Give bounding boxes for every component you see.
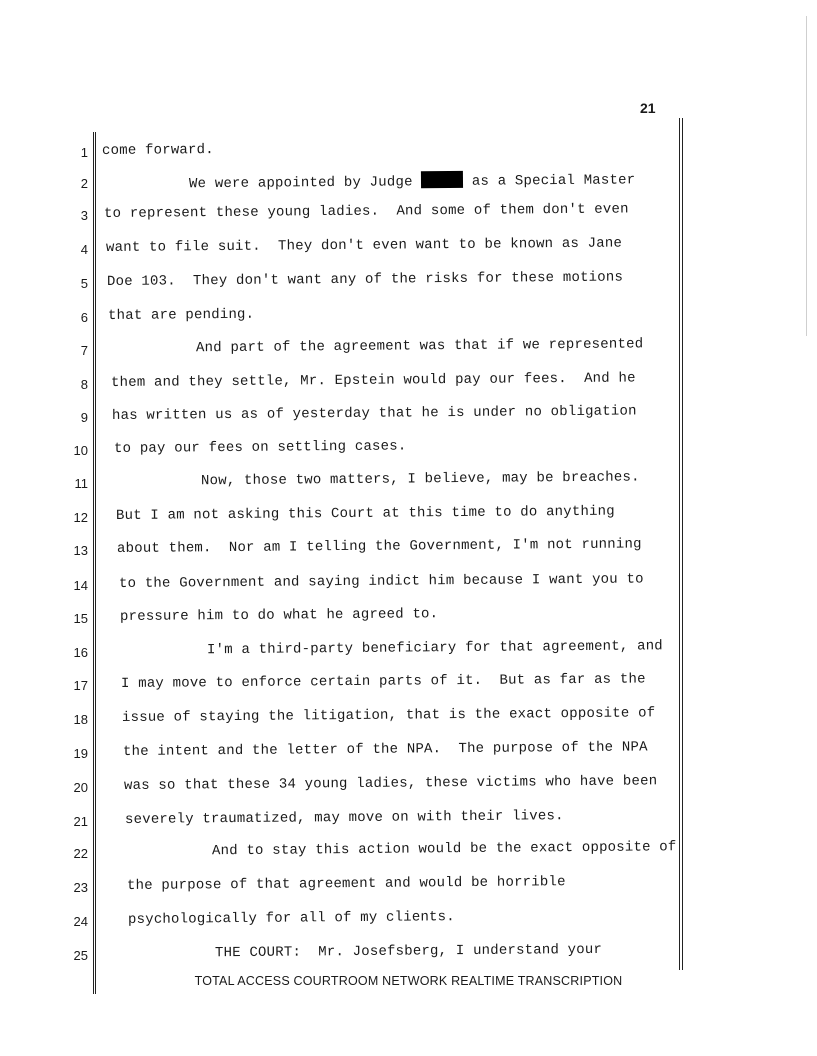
line-text-segment: I'm a third-party beneficiary for that agreement, and (120, 638, 663, 659)
transcript-line (0, 174, 817, 198)
line-number: 18 (73, 712, 88, 727)
line-text-segment: And to stay this action would be the exact opposite of (125, 839, 677, 860)
line-number: 5 (80, 276, 88, 291)
line-text (117, 536, 642, 557)
line-number: 23 (73, 880, 88, 895)
line-text-segment: that are pending. (107, 306, 255, 324)
line-text-segment: THE COURT: Mr. Josefsberg, I understand your (128, 941, 603, 962)
line-text-segment: come forward. (101, 142, 214, 159)
line-text (106, 235, 622, 256)
line-text (110, 336, 643, 357)
line-text-segment: Now, those two matters, I believe, may be breaches. (114, 469, 640, 490)
line-text (124, 773, 657, 794)
line-number: 12 (73, 510, 88, 525)
line-text-segment: about them. Nor am I telling the Government, I'm not running (116, 536, 642, 557)
line-text (115, 469, 640, 490)
line-text-segment: to the Government and saying indict him because I want you to (118, 571, 644, 592)
line-text (126, 839, 677, 860)
line-text-segment: them and they settle, Mr. Epstein would pay our fees. And he (110, 370, 636, 391)
line-text-segment: But I am not asking this Court at this time to do anything (115, 503, 615, 524)
line-text (102, 142, 214, 159)
transcript-line (0, 638, 817, 667)
transcript-line (0, 201, 817, 230)
line-number: 7 (80, 343, 88, 358)
line-text (119, 571, 644, 592)
transcript-line (0, 269, 817, 298)
line-text-segment: severely traumatized, may move on with their lives. (124, 808, 564, 828)
transcript-line (0, 308, 817, 332)
line-text-segment: We were appointed by Judge (102, 174, 422, 193)
line-text (103, 169, 635, 193)
line-text-segment: I may move to enforce certain parts of it. But as far as the (120, 671, 646, 692)
transcript-line (0, 874, 817, 902)
line-text-segment: pressure him to do what he agreed to. (119, 606, 439, 625)
line-text (121, 638, 663, 659)
line-text-segment: has written us as of yesterday that he is under no obligation (111, 403, 637, 424)
transcript-line (0, 438, 817, 465)
line-text-segment: the intent and the letter of the NPA. The purpose of the NPA (122, 739, 648, 760)
transcript-line (0, 606, 817, 633)
line-text (121, 671, 646, 692)
line-number: 9 (80, 410, 88, 425)
line-number: 15 (73, 611, 88, 626)
line-text-segment: Doe 103. They don't want any of the risks for these motions (106, 269, 624, 290)
line-text-segment: to pay our fees on settling cases. (113, 438, 407, 457)
transcript-line (0, 739, 817, 768)
transcript-line (0, 909, 817, 936)
line-number: 22 (73, 846, 88, 861)
line-number: 20 (73, 780, 88, 795)
line-text (129, 942, 602, 962)
transcript-line (0, 705, 817, 734)
line-number: 4 (80, 242, 88, 257)
transcript-line (0, 941, 817, 970)
line-number: 14 (73, 578, 88, 593)
line-text (111, 370, 636, 391)
line-text-segment: the purpose of that agreement and would be horrible (126, 874, 566, 894)
line-text-segment: psychologically for all of my clients. (127, 909, 455, 928)
line-text (120, 606, 438, 625)
line-text (127, 874, 566, 894)
line-number: 25 (73, 948, 88, 963)
line-number: 2 (80, 176, 88, 191)
line-text (122, 705, 655, 726)
line-number: 10 (73, 443, 88, 458)
line-text-segment: to represent these young ladies. And some of them don't even (103, 201, 629, 222)
line-number: 11 (74, 476, 88, 491)
line-text (128, 909, 455, 928)
redaction-block (421, 171, 463, 188)
line-text-segment: want to file suit. They don't even want to be known as Jane (105, 235, 623, 256)
line-number: 13 (73, 543, 88, 558)
line-number: 1 (80, 145, 88, 160)
line-number: 16 (73, 645, 88, 660)
line-text-segment: issue of staying the litigation, that is the exact opposite of (121, 705, 656, 726)
footer-caption: TOTAL ACCESS COURTROOM NETWORK REALTIME TRANSCRIPTION (194, 974, 623, 988)
transcript-line (0, 143, 817, 167)
transcript-line (0, 808, 817, 836)
transcript-line (0, 370, 817, 399)
transcript-line (0, 671, 817, 700)
transcript-line (0, 839, 817, 868)
transcript-line (0, 469, 817, 498)
line-text-segment: was so that these 34 young ladies, these victims who have been (123, 773, 658, 794)
line-text (116, 504, 615, 524)
line-text (107, 269, 623, 290)
line-text (108, 307, 254, 324)
line-text-segment: And part of the agreement was that if we represented (109, 336, 644, 357)
line-number: 17 (73, 678, 88, 693)
line-text (125, 808, 564, 828)
transcript-line (0, 403, 817, 432)
transcript-line (0, 503, 817, 532)
line-number: 8 (80, 377, 88, 392)
line-text (114, 438, 407, 457)
line-number: 21 (73, 814, 88, 829)
line-number: 19 (73, 746, 88, 761)
transcript-line (0, 773, 817, 802)
transcript-line (0, 336, 817, 365)
line-text (123, 739, 648, 760)
line-text (112, 403, 637, 424)
transcript-line (0, 235, 817, 264)
line-number: 3 (80, 208, 88, 223)
page-number: 21 (640, 100, 656, 116)
line-text (104, 201, 629, 222)
line-number: 6 (80, 310, 88, 325)
line-text-segment: as a Special Master (463, 172, 636, 190)
line-number: 24 (73, 914, 88, 929)
transcript-line (0, 571, 817, 600)
transcript-line (0, 536, 817, 565)
